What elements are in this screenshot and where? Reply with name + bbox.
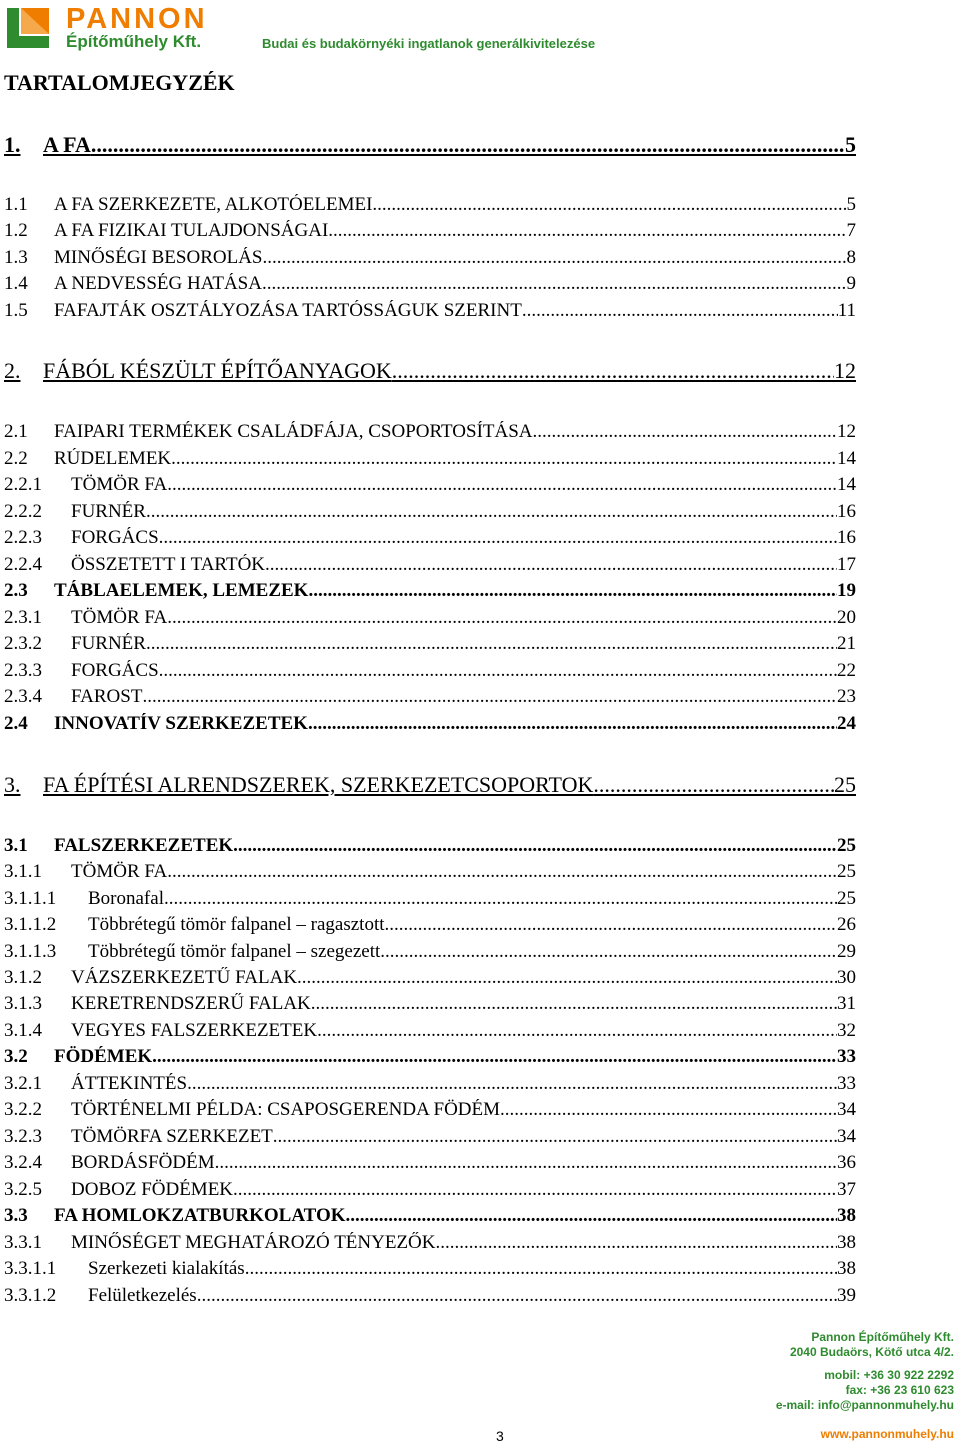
toc-number: 1.2 [4, 220, 28, 241]
toc-number: 3.3.1 [4, 1232, 42, 1253]
toc-title-text: MINŐSÉGI BESOROLÁS [54, 247, 263, 268]
toc-page: 34 [837, 1099, 856, 1120]
toc-leader [146, 633, 837, 655]
toc-title-text: INNOVATÍV SZERKEZETEK [54, 713, 308, 734]
toc-title-text: FALSZERKEZETEK [54, 835, 234, 856]
toc-number: 3.1.1.1 [4, 888, 57, 909]
toc-title-text: TÖMÖRFA SZERKEZET [71, 1126, 273, 1147]
toc-page: 38 [837, 1205, 856, 1226]
toc-leader [197, 1285, 837, 1307]
toc-leader [142, 686, 837, 708]
toc-leader [308, 713, 837, 735]
toc-page: 16 [837, 501, 856, 522]
toc-number: 1. [4, 132, 21, 157]
toc-number: 3.1.1 [4, 861, 42, 882]
toc-title-text: BORDÁSFÖDÉM [71, 1152, 215, 1173]
toc-number: 3.1.4 [4, 1020, 42, 1041]
toc-page: 29 [837, 941, 856, 962]
toc-entry[interactable] [4, 220, 856, 242]
toc-number: 2.1 [4, 421, 28, 442]
toc-leader [167, 474, 837, 496]
toc-title-text: FORGÁCS [71, 660, 159, 681]
toc-title-text: A FA SZERKEZETE, ALKOTÓELEMEI [54, 194, 373, 215]
toc-leader [91, 132, 845, 158]
toc-entry[interactable] [4, 1099, 856, 1121]
footer-address: 2040 Budaörs, Kötő utca 4/2. [789, 1345, 954, 1359]
toc-number: 2.3.3 [4, 660, 42, 681]
toc-number: 3. [4, 772, 21, 797]
toc-entry[interactable] [4, 1205, 856, 1227]
toc-leader [273, 1126, 837, 1148]
toc-title-text: FORGÁCS [71, 527, 159, 548]
toc-title-text: A NEDVESSÉG HATÁSA [54, 273, 262, 294]
toc-leader [500, 1099, 837, 1121]
toc-number: 1.3 [4, 247, 28, 268]
toc-leader [215, 1152, 837, 1174]
toc-entry[interactable] [4, 1020, 856, 1042]
toc-page: 24 [837, 713, 856, 734]
toc-entry[interactable] [4, 501, 856, 523]
toc-number: 3.2.3 [4, 1126, 42, 1147]
toc-page: 26 [837, 914, 856, 935]
toc-entry[interactable] [4, 132, 856, 158]
toc-leader [385, 914, 837, 936]
toc-leader [265, 554, 837, 576]
toc-page: 37 [837, 1179, 856, 1200]
brand-slogan: Budai és budakörnyéki ingatlanok generálkivitelezése [262, 36, 596, 51]
toc-leader [171, 448, 837, 470]
toc-entry[interactable] [4, 1285, 856, 1307]
toc-number: 3.3.1.2 [4, 1285, 57, 1306]
toc-title-text: Többrétegű tömör falpanel – ragasztott [88, 914, 385, 935]
toc-page: 12 [837, 421, 856, 442]
toc-leader [593, 772, 834, 798]
toc-page: 25 [837, 835, 856, 856]
toc-entry[interactable] [4, 273, 856, 295]
toc-number: 2.3.1 [4, 607, 42, 628]
toc-number: 2.2.3 [4, 527, 42, 548]
toc-page: 33 [837, 1046, 856, 1067]
toc-number: 2. [4, 358, 21, 383]
toc-page: 11 [837, 300, 856, 321]
toc-page: 38 [837, 1258, 856, 1279]
toc-leader [233, 1179, 837, 1201]
toc-leader [164, 888, 837, 910]
toc-entry[interactable] [4, 1258, 856, 1280]
toc-page: 39 [837, 1285, 856, 1306]
toc-entry[interactable] [4, 686, 856, 708]
toc-entry[interactable] [4, 1073, 856, 1095]
toc-number: 2.2.1 [4, 474, 42, 495]
toc-entry[interactable] [4, 941, 856, 963]
toc-number: 2.2.4 [4, 554, 42, 575]
brand-subtitle: Építőműhely Kft. [66, 32, 202, 51]
toc-number: 1.4 [4, 273, 28, 294]
toc-number: 3.1 [4, 835, 28, 856]
toc-number: 3.1.2 [4, 967, 42, 988]
footer-fax: fax: +36 23 610 623 [845, 1383, 954, 1397]
footer-mobile: mobil: +36 30 922 2292 [824, 1368, 954, 1382]
toc-title-text: TÁBLAELEMEK, LEMEZEK [54, 580, 309, 601]
toc-title-text: Felületkezelés [88, 1285, 197, 1306]
toc-page: 19 [837, 580, 856, 601]
toc-entry[interactable] [4, 474, 856, 496]
toc-title-text: VÁZSZERKEZETŰ FALAK [71, 967, 298, 988]
toc-page: 14 [837, 448, 856, 469]
toc-entry[interactable] [4, 1046, 856, 1068]
toc-title-text: RÚDELEMEK [54, 448, 172, 469]
toc-number: 3.1.1.3 [4, 941, 57, 962]
toc-entry[interactable] [4, 527, 856, 549]
toc-title-text: Többrétegű tömör falpanel – szegezett [88, 941, 381, 962]
toc-title-text: FÖDÉMEK [54, 1046, 153, 1067]
toc-number: 1.5 [4, 300, 28, 321]
toc-number: 2.3.2 [4, 633, 42, 654]
toc-page: 7 [846, 220, 856, 241]
toc-page: 33 [837, 1073, 856, 1094]
toc-leader [380, 941, 837, 963]
toc-entry[interactable] [4, 1179, 856, 1201]
brand-name: PANNON [66, 3, 208, 35]
toc-page: 32 [837, 1020, 856, 1041]
toc-leader [308, 580, 837, 602]
toc-title-text: FAFAJTÁK OSZTÁLYOZÁSA TARTÓSSÁGUK SZERINT [54, 300, 522, 321]
toc-entry[interactable] [4, 993, 856, 1015]
toc-title-text: TÖRTÉNELMI PÉLDA: CSAPOSGERENDA FÖDÉM [71, 1099, 501, 1120]
toc-page: 20 [837, 607, 856, 628]
toc-leader [328, 220, 846, 242]
toc-entry[interactable] [4, 967, 856, 989]
toc-leader [159, 660, 837, 682]
toc-entry[interactable] [4, 358, 856, 384]
toc-leader [436, 1232, 838, 1254]
toc-number: 2.3 [4, 580, 28, 601]
toc-page: 5 [845, 132, 856, 157]
toc-page: 14 [837, 474, 856, 495]
toc-number: 1.1 [4, 194, 28, 215]
toc-page: 31 [837, 993, 856, 1014]
toc-page: 12 [834, 358, 856, 383]
toc-page: 23 [837, 686, 856, 707]
toc-entry[interactable] [4, 554, 856, 576]
toc-number: 3.3 [4, 1205, 28, 1226]
toc-page: 9 [846, 273, 856, 294]
toc-number: 2.2 [4, 448, 28, 469]
toc-leader [311, 993, 837, 1015]
toc-leader [233, 835, 837, 857]
toc-page: 22 [837, 660, 856, 681]
toc-title-text: FURNÉR [71, 501, 146, 522]
toc-title-text: FA HOMLOKZATBURKOLATOK [54, 1205, 346, 1226]
toc-title-text: ÁTTEKINTÉS [71, 1073, 188, 1094]
toc-page: 30 [837, 967, 856, 988]
toc-title-text: FURNÉR [71, 633, 146, 654]
toc-leader [167, 607, 837, 629]
toc-entry[interactable] [4, 421, 856, 443]
toc-entry[interactable] [4, 1126, 856, 1148]
toc-page: 34 [837, 1126, 856, 1147]
toc-title-text: VEGYES FALSZERKEZETEK [71, 1020, 318, 1041]
toc-leader [152, 1046, 837, 1068]
toc-title: TARTALOMJEGYZÉK [4, 70, 235, 95]
toc-page: 36 [837, 1152, 856, 1173]
toc-entry[interactable] [4, 300, 856, 322]
toc-leader [372, 194, 846, 216]
toc-leader [187, 1073, 837, 1095]
toc-title-text: KERETRENDSZERŰ FALAK [71, 993, 311, 1014]
toc-entry[interactable] [4, 1232, 856, 1254]
toc-entry[interactable] [4, 914, 856, 936]
toc-page: 17 [837, 554, 856, 575]
toc-title-text: TÖMÖR FA [71, 474, 168, 495]
footer-contact [776, 1330, 954, 1442]
toc-title-text: TÖMÖR FA [71, 607, 168, 628]
toc-entry[interactable] [4, 580, 856, 602]
toc-page: 25 [837, 888, 856, 909]
toc-entry[interactable] [4, 835, 856, 857]
toc-leader [263, 247, 847, 269]
toc-entry[interactable] [4, 660, 856, 682]
toc-leader [167, 861, 837, 883]
toc-number: 3.2.2 [4, 1099, 42, 1120]
toc-number: 2.4 [4, 713, 28, 734]
toc-title-text: DOBOZ FÖDÉMEK [71, 1179, 234, 1200]
toc-page: 38 [837, 1232, 856, 1253]
page-number: 3 [496, 1428, 504, 1444]
toc-number: 3.2.5 [4, 1179, 42, 1200]
toc-leader [297, 967, 837, 989]
toc-page: 5 [846, 194, 856, 215]
toc-leader [392, 358, 834, 384]
toc-entry[interactable] [4, 247, 856, 269]
toc-number: 3.2 [4, 1046, 28, 1067]
toc-leader [346, 1205, 837, 1227]
toc-title-text: Szerkezeti kialakítás [88, 1258, 245, 1279]
toc-title-text: Boronafal [88, 888, 164, 909]
toc-entry[interactable] [4, 772, 856, 798]
toc-title-text: A FA FIZIKAI TULAJDONSÁGAI [54, 220, 329, 241]
toc-leader [245, 1258, 837, 1280]
toc-title-text: A FA [43, 132, 91, 157]
toc-title-text: FA ÉPÍTÉSI ALRENDSZEREK, SZERKEZETCSOPORTOK [43, 772, 594, 797]
toc-leader [522, 300, 838, 322]
toc-number: 3.3.1.1 [4, 1258, 57, 1279]
toc-entry[interactable] [4, 861, 856, 883]
toc-number: 3.1.1.2 [4, 914, 57, 935]
toc-title-text: MINŐSÉGET MEGHATÁROZÓ TÉNYEZŐK [71, 1232, 436, 1253]
toc-number: 2.3.4 [4, 686, 42, 707]
toc-entry[interactable] [4, 633, 856, 655]
toc-page: 21 [837, 633, 856, 654]
toc-page: 16 [837, 527, 856, 548]
toc-title-text: FAIPARI TERMÉKEK CSALÁDFÁJA, CSOPORTOSÍTÁSA [54, 421, 533, 442]
toc-entry[interactable] [4, 888, 856, 910]
toc-page: 25 [837, 861, 856, 882]
toc-number: 3.2.4 [4, 1152, 42, 1173]
toc-number: 3.2.1 [4, 1073, 42, 1094]
toc-title-text: ÖSSZETETT I TARTÓK [71, 554, 266, 575]
toc-leader [533, 421, 837, 443]
toc-leader [146, 501, 837, 523]
toc-title-text: FÁBÓL KÉSZÜLT ÉPÍTŐANYAGOK [43, 358, 392, 383]
toc-number: 2.2.2 [4, 501, 42, 522]
toc-page: 8 [846, 247, 856, 268]
toc-leader [262, 273, 847, 295]
toc-title-text: FAROST [71, 686, 143, 707]
toc-entry[interactable] [4, 713, 856, 735]
toc-page: 25 [834, 772, 856, 797]
toc-title-text: TÖMÖR FA [71, 861, 168, 882]
toc-entry[interactable] [4, 607, 856, 629]
toc-entry[interactable] [4, 448, 856, 470]
toc-leader [317, 1020, 837, 1042]
toc-entry[interactable] [4, 194, 856, 216]
toc-leader [159, 527, 837, 549]
toc-number: 3.1.3 [4, 993, 42, 1014]
toc-entry[interactable] [4, 1152, 856, 1174]
footer-company: Pannon Építőműhely Kft. [811, 1330, 954, 1344]
footer-email[interactable]: e-mail: info@pannonmuhely.hu [775, 1398, 954, 1412]
footer-website[interactable]: www.pannonmuhely.hu [820, 1427, 954, 1441]
